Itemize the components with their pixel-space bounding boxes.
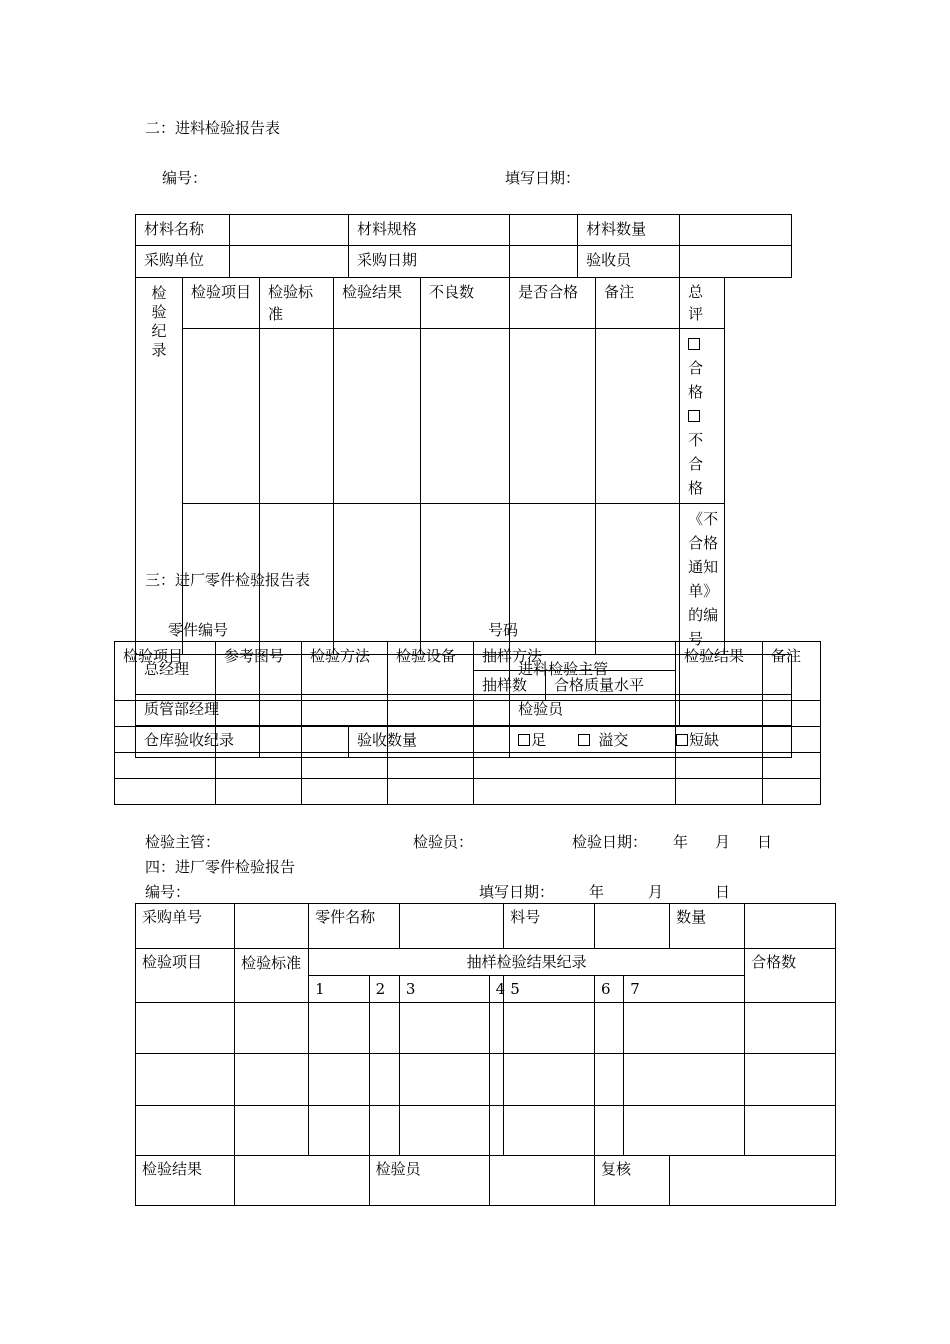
record-cell[interactable] [596,504,680,655]
inspection-record-label: 检 验 纪 录 [136,278,183,655]
sample-col-1: 1 [309,976,370,1003]
quantity-value[interactable] [745,904,836,949]
pass-option[interactable]: 合格 [688,332,716,404]
material-qty-label: 材料数量 [578,215,680,246]
opt-enough[interactable]: 足 [518,731,546,749]
record-cell[interactable] [596,329,680,504]
material-no-label: 料号 [504,904,595,949]
record-cell[interactable] [260,329,334,504]
section4-title: 四：进厂零件检验报告 [145,858,296,876]
table-cell[interactable] [309,1054,370,1106]
header-equipment: 检验设备 [388,642,474,701]
table-cell[interactable] [115,727,216,753]
checkbox-icon[interactable] [688,338,700,350]
table-cell[interactable] [235,1054,309,1106]
header-item: 检验项目 [183,278,260,329]
table-cell[interactable] [309,1106,370,1156]
table-cell[interactable] [369,1106,399,1156]
material-name-label: 材料名称 [136,215,230,246]
record-cell[interactable] [510,329,596,504]
header-standard: 检验标准 [260,278,334,329]
inspection-date-label: 检验日期： [572,833,648,851]
table-cell[interactable] [115,753,216,779]
overall-checkboxes [680,329,725,504]
inspector-value[interactable] [489,1156,594,1206]
incoming-supervisor-label: 进料检验主管 [510,655,680,695]
table-cell[interactable] [676,727,763,753]
purchase-unit-value[interactable] [230,246,349,278]
section3-title: 三：进厂零件检验报告表 [145,571,311,589]
table-cell[interactable] [763,701,821,727]
quantity-label: 数量 [670,904,745,949]
header-result: 检验结果 [334,278,421,329]
day-label: 日 [757,833,773,851]
sample-col-6: 6 [594,976,623,1003]
table-cell[interactable] [115,701,216,727]
table-cell[interactable] [763,779,821,805]
receiver-label: 验收员 [578,246,680,278]
table-cell[interactable] [745,1054,836,1106]
table-cell[interactable] [676,753,763,779]
record-cell[interactable] [334,329,421,504]
table-cell[interactable] [136,1003,235,1054]
table-cell[interactable] [676,779,763,805]
header-method: 检验方法 [302,642,388,701]
material-name-value[interactable] [230,215,349,246]
table-cell[interactable] [745,1106,836,1156]
section4-number-label: 编号： [145,883,191,901]
material-spec-label: 材料规格 [349,215,510,246]
receiver-value[interactable] [680,246,792,278]
table-cell[interactable] [489,1106,504,1156]
recheck-label: 复核 [594,1156,669,1206]
table-cell[interactable] [399,1003,489,1054]
table-cell[interactable] [594,1003,623,1054]
standard-label: 检验标准 [235,949,309,1003]
opt-short[interactable]: 短缺 [676,731,719,749]
sample-record-label: 抽样检验结果纪录 [309,949,745,976]
part-report-table [135,903,836,1206]
header-drawing-no: 参考图号 [216,642,302,701]
inspector-label: 检验员 [369,1156,489,1206]
table-cell[interactable] [474,779,676,805]
table-cell[interactable] [745,1003,836,1054]
item-label: 检验项目 [136,949,235,1003]
table-cell[interactable] [302,753,388,779]
table-cell[interactable] [388,753,474,779]
table-cell[interactable] [115,779,216,805]
table-cell[interactable] [302,701,388,727]
month-label: 月 [715,833,731,851]
fail-option[interactable]: 不合格 [688,404,716,500]
table-cell[interactable] [235,1003,309,1054]
po-no-value[interactable] [235,904,309,949]
part-inspection-table [114,641,821,805]
record-cell[interactable] [510,504,596,655]
table-cell[interactable] [504,1054,595,1106]
part-no-label: 零件编号 [168,621,229,639]
table-cell[interactable] [235,1106,309,1156]
checkbox-icon[interactable] [688,410,700,422]
warehouse-record-label: 仓库验收纪录 [136,726,260,758]
table-cell[interactable] [388,727,474,753]
pass-count-label: 合格数 [745,949,836,1003]
table-cell[interactable] [369,1054,399,1106]
table-cell[interactable] [369,1003,399,1054]
header-sampling-method: 抽样方法 [474,642,676,671]
year-label: 年 [589,883,605,901]
section2-number-label: 编号： [162,169,208,187]
table-cell[interactable] [399,1106,489,1156]
record-cell[interactable] [183,329,260,504]
section2-title: 二：进料检验报告表 [145,119,281,137]
day-label: 日 [715,883,731,901]
table-cell[interactable] [594,1106,623,1156]
table-cell[interactable] [302,727,388,753]
sample-col-7: 7 [624,976,745,1003]
record-cell[interactable] [421,329,510,504]
result-value[interactable] [235,1156,370,1206]
notice-number-label: 《不合格通知单》的编号 [680,504,725,655]
qa-manager-label: 质管部经理 [136,695,260,726]
sample-col-2: 2 [369,976,399,1003]
table-cell[interactable] [474,727,676,753]
table-cell[interactable] [216,753,302,779]
month-label: 月 [648,883,664,901]
sample-col-3: 3 [399,976,489,1003]
recheck-value[interactable] [670,1156,836,1206]
table-cell[interactable] [504,1003,595,1054]
sample-col-5: 5 [504,976,595,1003]
inspector-label: 检验员： [413,833,474,851]
table-cell[interactable] [624,1106,745,1156]
table-cell[interactable] [489,1003,504,1054]
table-cell[interactable] [399,1054,489,1106]
table-cell[interactable] [216,727,302,753]
table-cell[interactable] [624,1054,745,1106]
section4-date-label: 填写日期： [479,883,555,901]
part-name-label: 零件名称 [309,904,400,949]
purchase-unit-label: 采购单位 [136,246,230,278]
header-item: 检验项目 [115,642,216,701]
header-overall: 总评 [680,278,725,329]
supervisor-label: 检验主管： [145,833,221,851]
material-no-value[interactable] [594,904,669,949]
table-cell[interactable] [676,701,763,727]
year-label: 年 [673,833,689,851]
po-no-label: 采购单号 [136,904,235,949]
table-cell[interactable] [504,1106,595,1156]
table-cell[interactable] [474,701,676,727]
header-qualified: 是否合格 [510,278,596,329]
table-cell[interactable] [216,701,302,727]
received-qty-label: 验收数量 [349,726,510,758]
table-cell[interactable] [302,779,388,805]
header-sample-size: 抽样数 [474,671,546,701]
sample-col-4: 4 [489,976,504,1003]
table-cell[interactable] [474,753,676,779]
general-manager-label: 总经理 [136,655,260,695]
part-name-value[interactable] [399,904,503,949]
inspector-label: 检验员 [510,695,680,726]
header-remarks: 备注 [763,642,821,701]
material-qty-value[interactable] [680,215,792,246]
table-cell[interactable] [309,1003,370,1054]
section2-date-label: 填写日期： [505,169,581,187]
table-cell[interactable] [136,1054,235,1106]
result-label: 检验结果 [136,1156,235,1206]
code-label: 号码 [488,621,519,639]
table-cell[interactable] [216,779,302,805]
table-cell[interactable] [594,1054,623,1106]
purchase-date-value[interactable] [510,246,578,278]
table-cell[interactable] [388,779,474,805]
table-cell[interactable] [136,1106,235,1156]
header-aql: 合格质量水平 [546,671,676,701]
record-cell[interactable] [334,504,421,655]
table-cell[interactable] [388,701,474,727]
opt-overflow[interactable]: 溢交 [578,731,629,749]
purchase-date-label: 采购日期 [349,246,510,278]
table-cell[interactable] [763,727,821,753]
table-cell[interactable] [624,1003,745,1054]
header-result: 检验结果 [676,642,763,701]
table-cell[interactable] [763,753,821,779]
header-remarks: 备注 [596,278,680,329]
table-cell[interactable] [489,1054,504,1106]
material-spec-value[interactable] [510,215,578,246]
header-defects: 不良数 [421,278,510,329]
